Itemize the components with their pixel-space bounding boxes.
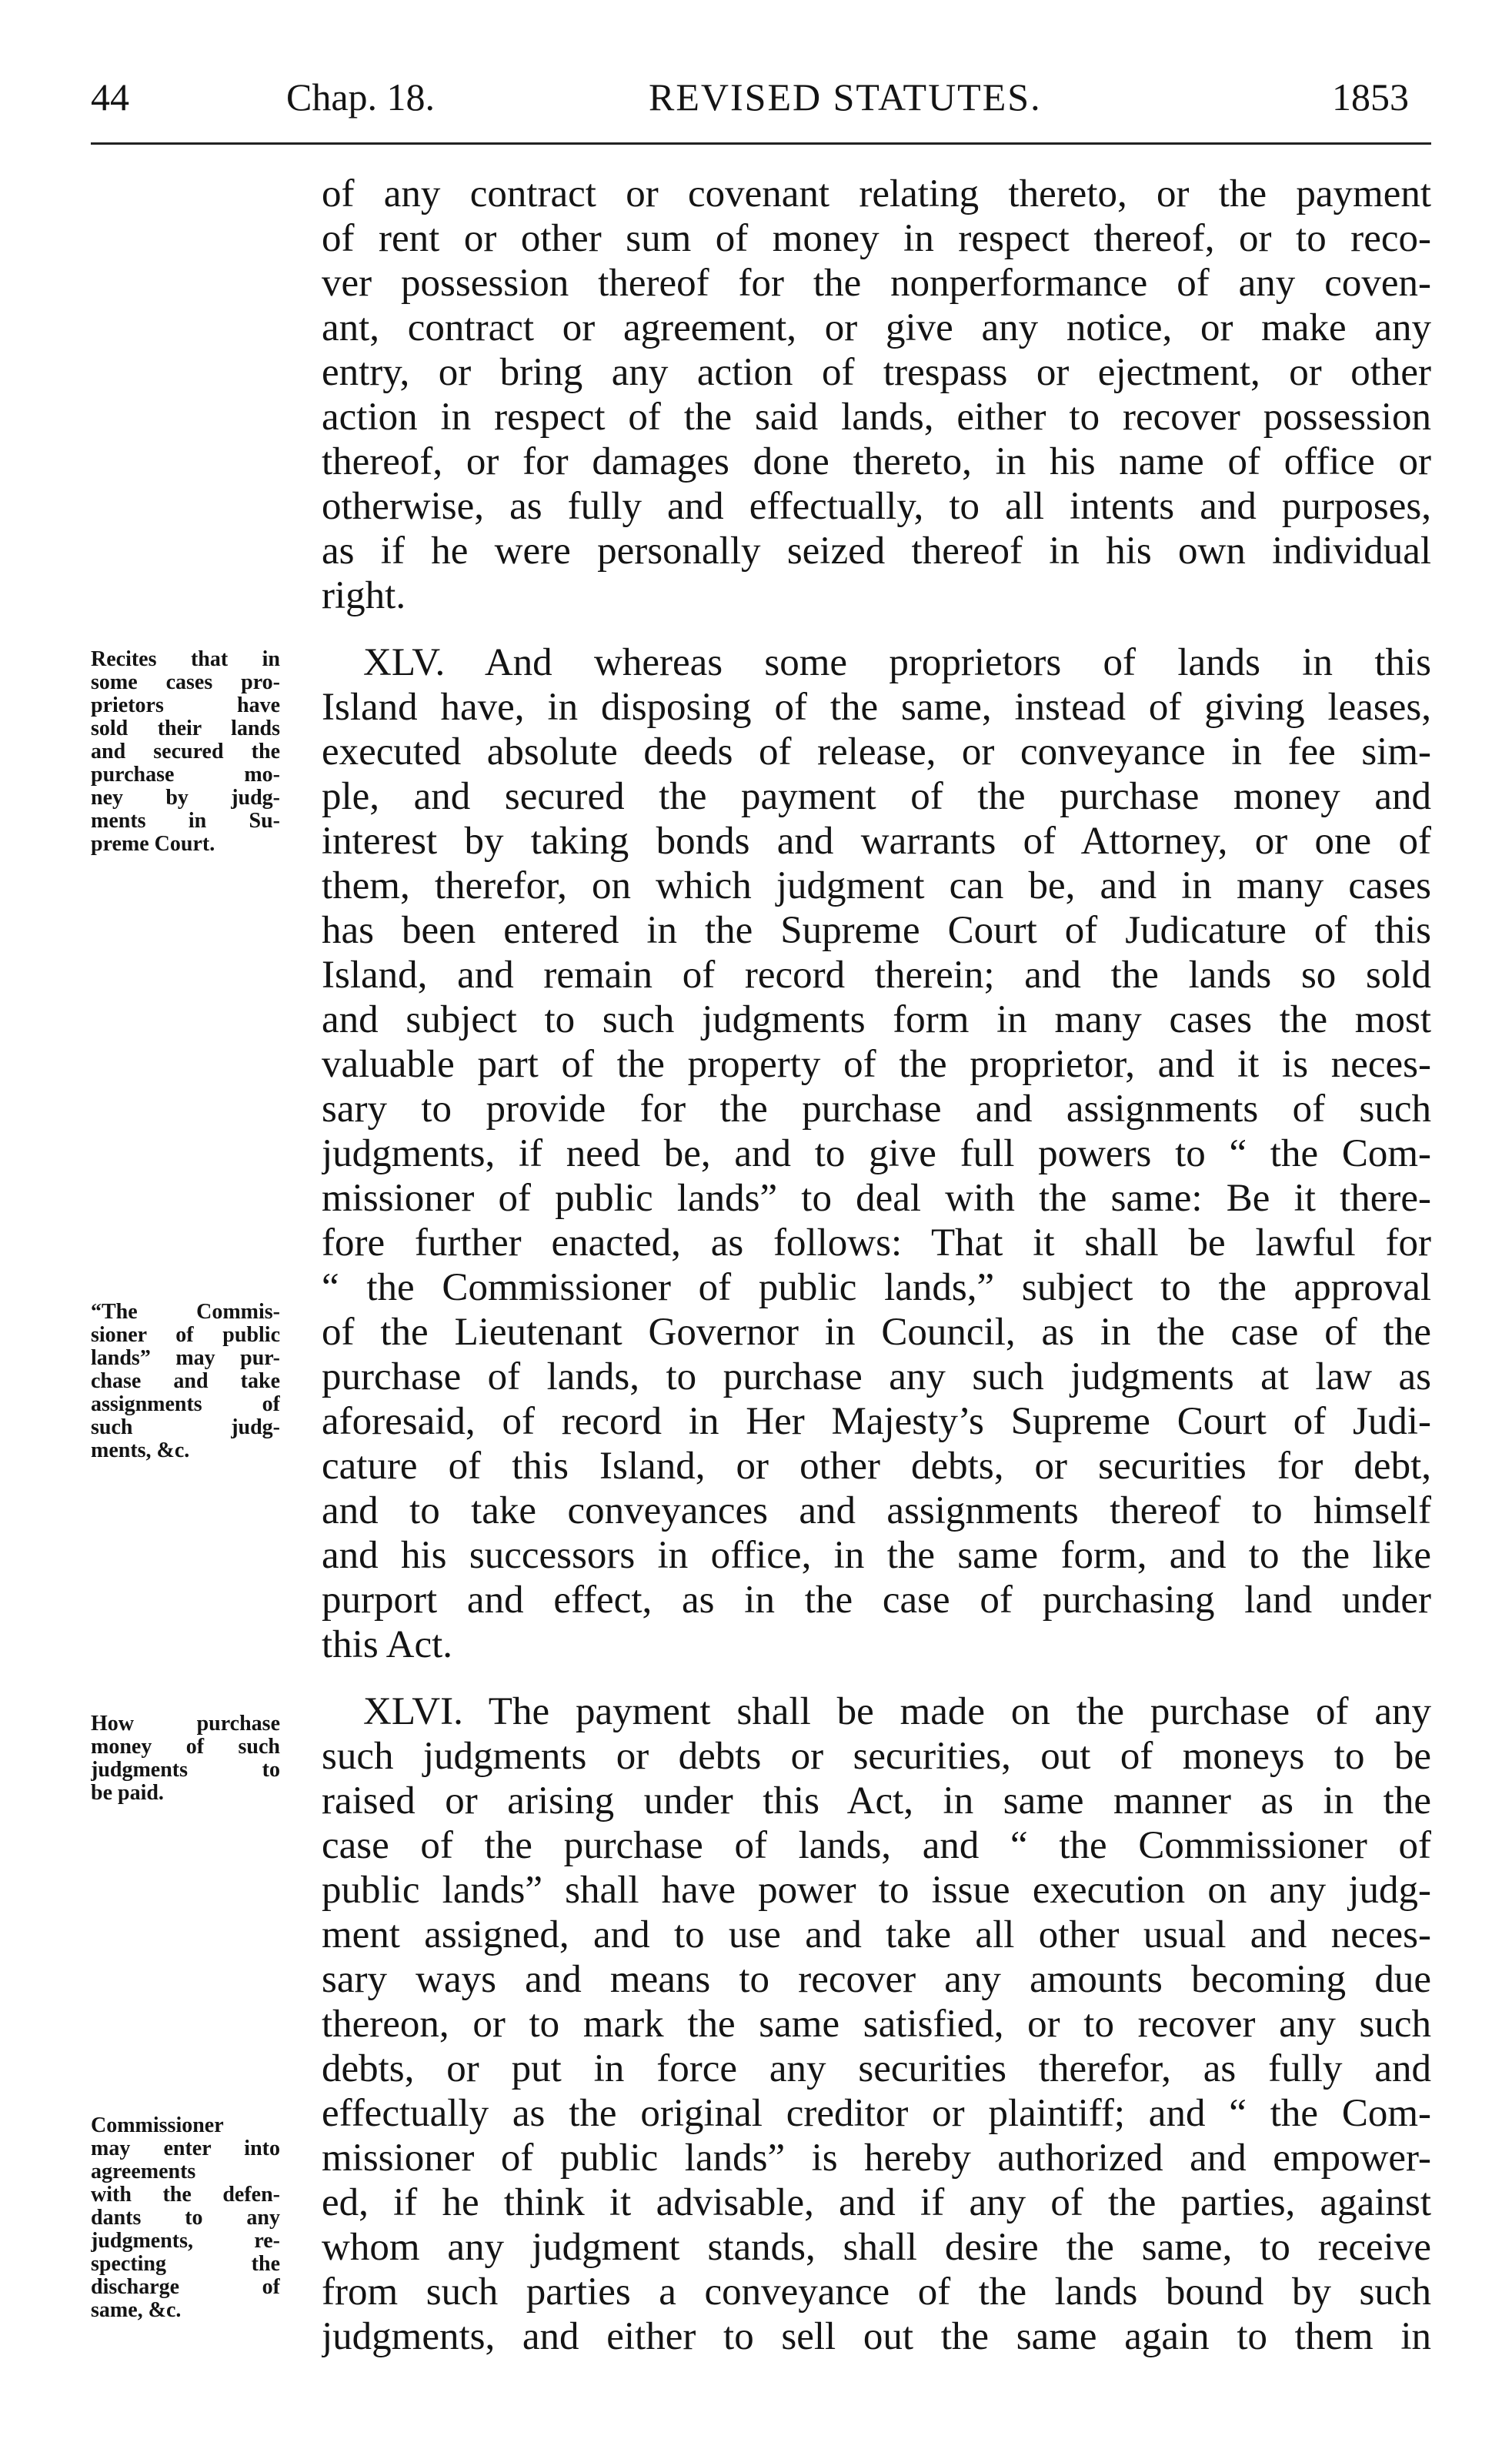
body-line: public lands” shall have power to issue execution on any judg- [322, 1869, 1431, 1912]
body-line: such judgments or debts or securities, out of moneys to be [322, 1735, 1431, 1778]
body-line: from such parties a conveyance of the lands bound by such [322, 2270, 1431, 2314]
body-line: of any contract or covenant relating thereto, or the payment [322, 172, 1431, 216]
body-line: of rent or other sum of money in respect thereof, or to reco- [322, 217, 1431, 260]
body-line: has been entered in the Supreme Court of Judicature of this [322, 909, 1431, 952]
margin-note-line: ments, &c. [91, 1439, 190, 1462]
body-line: raised or arising under this Act, in same manner as in the [322, 1779, 1431, 1823]
body-line: and subject to such judgments form in many cases the most [322, 998, 1431, 1041]
margin-note-line: specting the [91, 2253, 280, 2276]
body-line: case of the purchase of lands, and “ the Commissioner of [322, 1824, 1431, 1867]
body-line: cature of this Island, or other debts, or securities for debt, [322, 1445, 1431, 1488]
margin-note-line: Recites that in [91, 648, 280, 671]
year: 1853 [1332, 75, 1409, 119]
body-line: sary to provide for the purchase and assignments of such [322, 1088, 1431, 1131]
body-line: as if he were personally seized thereof in his own individual [322, 530, 1431, 573]
body-line: thereon, or to mark the same satisfied, or to recover any such [322, 2003, 1431, 2046]
margin-note-line: prietors have [91, 694, 280, 717]
body-line: right. [322, 574, 406, 617]
margin-note-line: discharge of [91, 2276, 280, 2299]
margin-note-line: judgments to [91, 1759, 280, 1782]
margin-note-line: dants to any [91, 2207, 280, 2230]
margin-note-line: Commissioner [91, 2114, 224, 2137]
margin-note-line: assignments of [91, 1393, 280, 1416]
chapter-label: Chap. 18. [286, 75, 436, 119]
body-line: action in respect of the said lands, either to recover possession [322, 396, 1431, 439]
body-line: XLVI. The payment shall be made on the purchase of any [363, 1690, 1431, 1733]
margin-note-line: preme Court. [91, 833, 215, 856]
body-line: entry, or bring any action of trespass or ejectment, or other [322, 351, 1431, 394]
margin-note-line: and secured the [91, 740, 280, 763]
body-line: thereof, or for damages done thereto, in his name of office or [322, 440, 1431, 483]
body-line: interest by taking bonds and warrants of Attorney, or one of [322, 820, 1431, 863]
margin-note-line: such judg- [91, 1416, 280, 1439]
body-line: “ the Commissioner of public lands,” subject to the approval [322, 1266, 1431, 1309]
body-line: them, therefor, on which judgment can be, and in many cases [322, 864, 1431, 907]
body-line: purchase of lands, to purchase any such judgments at law as [322, 1355, 1431, 1398]
body-line: purport and effect, as in the case of purchasing land under [322, 1579, 1431, 1622]
body-line: missioner of public lands” is hereby authorized and empower- [322, 2137, 1431, 2180]
margin-note-line: agreements [91, 2160, 196, 2183]
body-line: whom any judgment stands, shall desire the same, to receive [322, 2226, 1431, 2269]
margin-note-line: chase and take [91, 1370, 280, 1393]
body-line: executed absolute deeds of release, or conveyance in fee sim- [322, 730, 1431, 773]
margin-note-line: money of such [91, 1736, 280, 1759]
body-line: ver possession thereof for the nonperformance of any coven- [322, 262, 1431, 305]
margin-note-line: purchase mo- [91, 763, 280, 787]
margin-note-line: lands” may pur- [91, 1347, 280, 1370]
margin-note-line: sioner of public [91, 1324, 280, 1347]
margin-note-line: may enter into [91, 2137, 280, 2160]
header-rule [91, 142, 1431, 145]
margin-note-line: be paid. [91, 1782, 164, 1805]
body-line: and to take conveyances and assignments thereof to himself [322, 1489, 1431, 1532]
body-line: aforesaid, of record in Her Majesty’s Supreme Court of Judi- [322, 1400, 1431, 1443]
body-line: ple, and secured the payment of the purchase money and [322, 775, 1431, 818]
body-line: XLV. And whereas some proprietors of lands in this [363, 641, 1431, 684]
body-line: ed, if he think it advisable, and if any of the parties, against [322, 2181, 1431, 2224]
margin-note-line: sold their lands [91, 717, 280, 740]
margin-note-line: some cases pro- [91, 671, 280, 694]
body-line: Island have, in disposing of the same, instead of giving leases, [322, 686, 1431, 729]
margin-note-line: “The Commis- [91, 1301, 280, 1324]
body-line: Island, and remain of record therein; and the lands so sold [322, 954, 1431, 997]
body-line: this Act. [322, 1623, 453, 1666]
margin-note-line: with the defen- [91, 2183, 280, 2207]
body-line: ment assigned, and to use and take all other usual and neces- [322, 1913, 1431, 1956]
body-line: of the Lieutenant Governor in Council, as in the case of the [322, 1311, 1431, 1354]
running-title: REVISED STATUTES. [649, 75, 1042, 119]
page-number: 44 [91, 75, 129, 119]
body-line: debts, or put in force any securities therefor, as fully and [322, 2047, 1431, 2090]
body-line: ant, contract or agreement, or give any notice, or make any [322, 306, 1431, 349]
body-line: and his successors in office, in the same form, and to the like [322, 1534, 1431, 1577]
body-line: judgments, and either to sell out the same again to them in [322, 2315, 1431, 2358]
margin-note-line: How purchase [91, 1712, 280, 1736]
body-line: effectually as the original creditor or plaintiff; and “ the Com- [322, 2092, 1431, 2135]
body-line: fore further enacted, as follows: That it shall be lawful for [322, 1221, 1431, 1265]
margin-note-line: same, &c. [91, 2299, 182, 2322]
margin-note-line: ments in Su- [91, 810, 280, 833]
margin-note-line: judgments, re- [91, 2230, 280, 2253]
body-line: sary ways and means to recover any amounts becoming due [322, 1958, 1431, 2001]
body-line: missioner of public lands” to deal with the same: Be it there- [322, 1177, 1431, 1220]
body-line: otherwise, as fully and effectually, to all intents and purposes, [322, 485, 1431, 528]
body-line: judgments, if need be, and to give full powers to “ the Com- [322, 1132, 1431, 1175]
margin-note-line: ney by judg- [91, 787, 280, 810]
body-line: valuable part of the property of the proprietor, and it is neces- [322, 1043, 1431, 1086]
